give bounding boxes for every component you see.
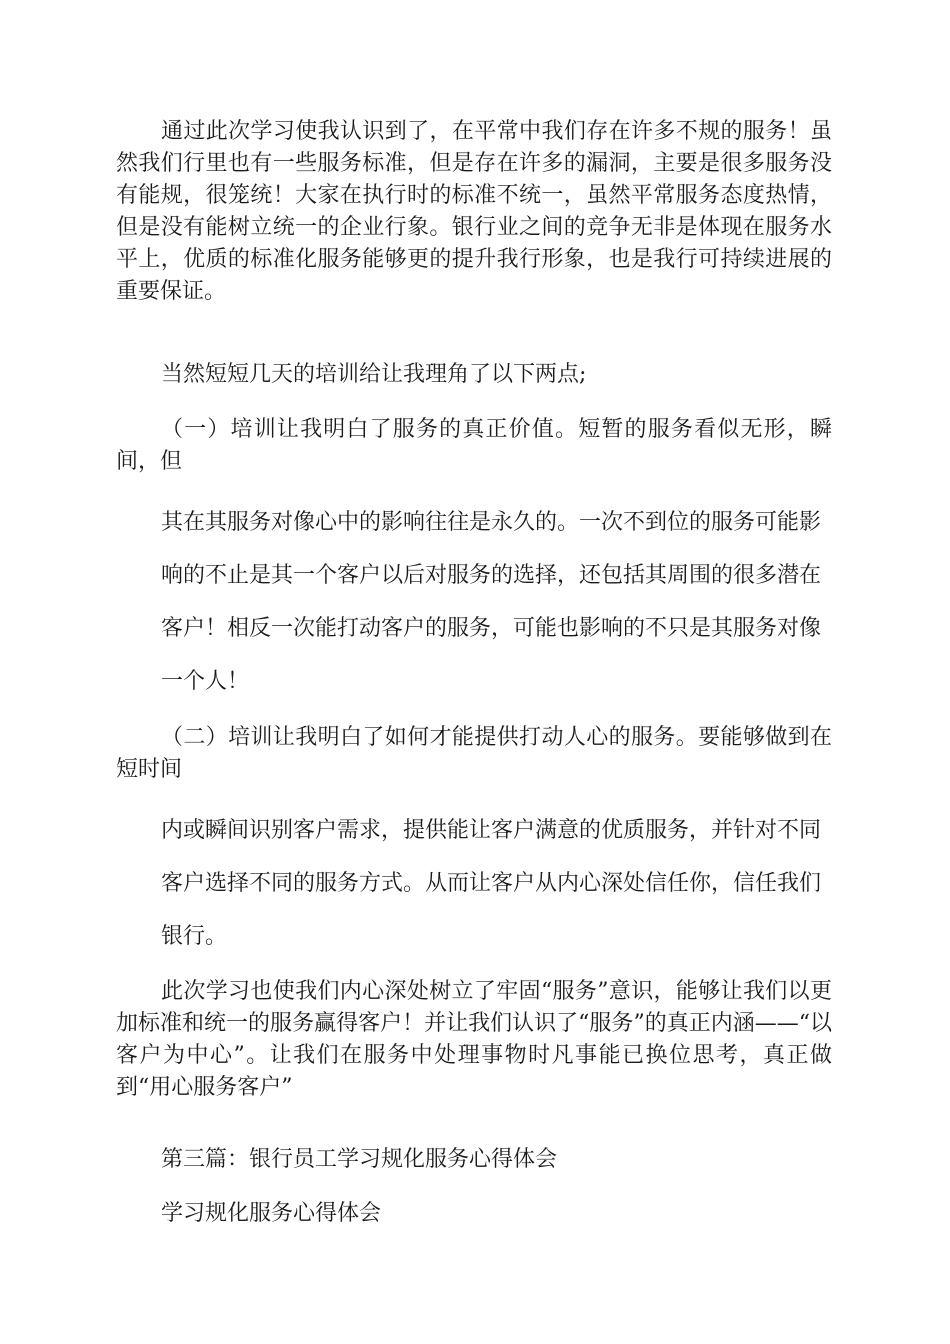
- paragraph-two-points-intro: 当然短短几天的培训给让我理角了以下两点;: [161, 362, 587, 387]
- section-subheading: 学习规化服务心得体会: [161, 1201, 382, 1226]
- paragraph-service-awareness: 此次学习也使我们内心深处树立了牢固“服务”意识，能够让我们以更加标准和统一的服务赢得客户！并让我们认识了“服务”的真正内涵——“以客户为中心”。让我们在服务中处理事物时凡事能已换位思考，真正做到“用心服务客户”: [116, 979, 832, 1100]
- paragraph-study-reflection: 通过此次学习使我认识到了，在平常中我们存在许多不规的服务！虽然我们行里也有一些服务标准，但是存在许多的漏洞，主要是很多服务没有能规，很笼统！大家在执行时的标准不统一，虽然平常服务态度热情，但是没有能树立统一的企业行象。银行业之间的竞争无非是体现在服务水平上，优质的标准化服务能够更的提升我行形象，也是我行可持续进展的重要保证。: [116, 119, 832, 304]
- paragraph-point-one-line-5: 一个人！: [161, 669, 250, 694]
- section-heading-third: 第三篇：银行员工学习规化服务心得体会: [161, 1147, 558, 1172]
- paragraph-point-one-line-2: 其在其服务对像心中的影响往往是永久的。一次不到位的服务可能影: [161, 510, 822, 535]
- paragraph-point-two-line-2: 内或瞬间识别客户需求，提供能让客户满意的优质服务，并针对不同: [161, 818, 822, 843]
- paragraph-point-one: （一）培训让我明白了服务的真正价值。短暂的服务看似无形，瞬间，但: [116, 417, 832, 474]
- paragraph-point-two: （二）培训让我明白了如何才能提供打动人心的服务。要能够做到在短时间: [116, 725, 832, 782]
- paragraph-point-one-line-3: 响的不止是其一个客户以后对服务的选择，还包括其周围的很多潜在: [161, 563, 822, 588]
- paragraph-point-two-line-4: 银行。: [161, 924, 228, 949]
- paragraph-point-two-line-3: 客户选择不同的服务方式。从而让客户从内心深处信任你，信任我们: [161, 871, 822, 896]
- paragraph-point-one-line-4: 客户！相反一次能打动客户的服务，可能也影响的不只是其服务对像: [161, 616, 822, 641]
